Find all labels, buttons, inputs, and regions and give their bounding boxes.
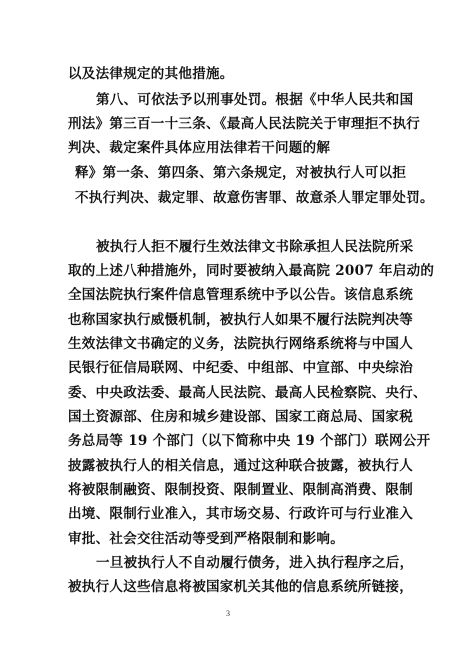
text-line: 刑法》第三百一十三条、《最高人民法院关于审理拒不执行 — [68, 116, 421, 132]
page-number: 3 — [226, 609, 230, 618]
text-line: 取的上述八种措施外，同时要被纳入最高院 2007 年启动的 — [68, 263, 435, 279]
text-line: 一旦被执行人不自动履行债务，进入执行程序之后， — [96, 555, 414, 571]
text-line: 民银行征信局联网、中纪委、中组部、中宣部、中央综治 — [68, 360, 413, 376]
text-line: 出境、限制行业准入，其市场交易、行政许可与行业准入 — [68, 506, 413, 522]
text-line: 判决、裁定案件具体应用法律若干问题的解 — [68, 140, 331, 156]
text-line: 第八、可依法予以刑事处罚。根据《中华人民共和国 — [96, 92, 414, 108]
text-line: 披露被执行人的相关信息，通过这种联合披露，被执行人 — [68, 458, 413, 474]
text-line: 将被限制融资、限制投资、限制置业、限制高消费、限制 — [68, 482, 413, 498]
text-line: 审批、社会交往活动等受到严格限制和影响。 — [68, 531, 344, 547]
text-line: 以及法律规定的其他措施。 — [68, 66, 234, 82]
text-line: 委、中央政法委、最高人民法院、最高人民检察院、央行、 — [68, 385, 427, 401]
text-line: 被执行人拒不履行生效法律文书除承担人民法院所采 — [96, 239, 414, 255]
text-line: 生效法律文书确定的义务，法院执行网络系统将与中国人 — [68, 336, 413, 352]
text-line: 被执行人这些信息将被国家机关其他的信息系统所链接， — [68, 579, 413, 595]
text-line: 也称国家执行威慑机制，被执行人如果不履行法院判决等 — [68, 312, 413, 328]
text-line: 务总局等 19 个部门（以下简称中央 19 个部门）联网公开 — [68, 433, 431, 449]
text-line: 国土资源部、住房和城乡建设部、国家工商总局、国家税 — [68, 409, 413, 425]
text-line: 全国法院执行案件信息管理系统中予以公告。该信息系统 — [68, 287, 413, 303]
text-line: 释》第一条、第四条、第六条规定，对被执行人可以拒 — [75, 165, 407, 181]
text-line: 不执行判决、裁定罪、故意伤害罪、故意杀人罪定罪处罚。 — [75, 190, 434, 206]
